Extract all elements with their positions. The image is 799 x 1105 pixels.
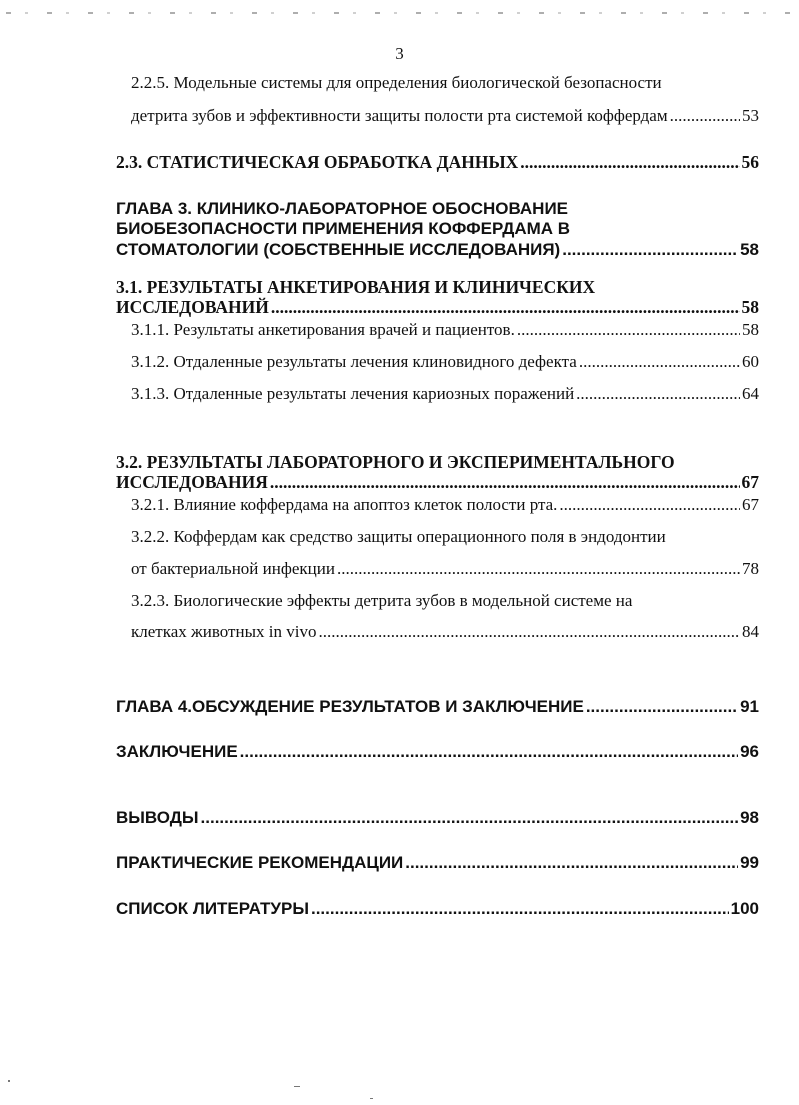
dot-leader (579, 352, 740, 372)
toc-entry-label: 2.3. СТАТИСТИЧЕСКАЯ ОБРАБОТКА ДАННЫХ (116, 152, 519, 172)
toc-entry-3-2-line1: 3.2. РЕЗУЛЬТАТЫ ЛАБОРАТОРНОГО И ЭКСПЕРИМЕНТАЛЬНОГО (116, 452, 675, 472)
dot-leader (311, 899, 729, 919)
page-number: 3 (395, 44, 404, 63)
dot-leader (670, 106, 740, 126)
dot-leader (576, 384, 740, 404)
toc-entry-3-2-line2: ИССЛЕДОВАНИЯ (116, 472, 268, 492)
dot-leader (337, 559, 740, 579)
page-ref: 58 (740, 240, 759, 259)
page-ref: 98 (740, 808, 759, 827)
page-ref: 60 (742, 352, 759, 371)
toc-entry-3-1-3[interactable] (131, 384, 759, 404)
toc-entry-3-2[interactable] (116, 472, 759, 493)
toc-references[interactable] (116, 899, 759, 919)
dot-leader (520, 152, 739, 173)
dot-leader (318, 622, 740, 642)
dot-leader (201, 808, 739, 828)
toc-entry-3-2-3-line1: 3.2.3. Биологические эффекты детрита зубов в модельной системе на (131, 591, 633, 610)
toc-chapter-3-line2: БИОБЕЗОПАСНОСТИ ПРИМЕНЕНИЯ КОФФЕРДАМА В (116, 219, 571, 238)
dot-leader (271, 297, 740, 318)
toc-entry-3-2-2-line1: 3.2.2. Коффердам как средство защиты операционного поля в эндодонтии (131, 527, 666, 546)
toc-entry-label: ЗАКЛЮЧЕНИЕ (116, 742, 238, 761)
toc-entry-2-3[interactable] (116, 152, 759, 173)
dot-leader (562, 240, 738, 260)
toc-entry-3-2-3-line2: клетках животных in vivo (131, 622, 317, 641)
dot-leader (517, 320, 740, 340)
toc-entry-3-1-line1: 3.1. РЕЗУЛЬТАТЫ АНКЕТИРОВАНИЯ И КЛИНИЧЕСКИХ (116, 277, 596, 297)
toc-entry-3-1-1[interactable] (131, 320, 759, 340)
toc-entry-label: ГЛАВА 4.ОБСУЖДЕНИЕ РЕЗУЛЬТАТОВ И ЗАКЛЮЧЕНИЕ (116, 697, 584, 716)
dot-leader (405, 853, 738, 873)
toc-recommendations[interactable] (116, 853, 759, 873)
toc-entry-3-2-2[interactable] (131, 559, 759, 579)
page-ref: 100 (730, 899, 759, 918)
scan-speck (294, 1086, 300, 1087)
page-ref: 58 (741, 297, 759, 317)
dot-leader (270, 472, 740, 493)
toc-entry-3-2-3[interactable] (131, 622, 759, 642)
toc-entry-3-1[interactable] (116, 297, 759, 318)
page-ref: 64 (742, 384, 759, 403)
toc-entry-label: 3.2.1. Влияние коффердама на апоптоз клеток полости рта. (131, 495, 558, 514)
toc-entry-label: 3.1.2. Отдаленные результаты лечения клиновидного дефекта (131, 352, 577, 371)
toc-entry-2-2-5-line2: детрита зубов и эффективности защиты полости рта системой коффердам (131, 106, 668, 125)
toc-entry-3-1-2[interactable] (131, 352, 759, 372)
toc-entry-3-2-1[interactable] (131, 495, 759, 515)
toc-entry-3-1-line2: ИССЛЕДОВАНИЙ (116, 297, 269, 317)
toc-chapter-3-line3: СТОМАТОЛОГИИ (СОБСТВЕННЫЕ ИССЛЕДОВАНИЯ) (116, 240, 561, 259)
dot-leader (240, 742, 738, 762)
toc-conclusion[interactable] (116, 742, 759, 762)
toc-entry-label: 3.1.3. Отдаленные результаты лечения кариозных поражений (131, 384, 575, 403)
scan-speck (370, 1098, 373, 1099)
toc-chapter-3[interactable] (116, 240, 759, 260)
toc-entry-2-2-5[interactable] (131, 106, 759, 126)
toc-chapter-4[interactable] (116, 697, 759, 717)
page-ref: 67 (742, 495, 759, 514)
page-ref: 56 (741, 152, 759, 172)
page-ref: 58 (742, 320, 759, 339)
toc-entry-label: ПРАКТИЧЕСКИЕ РЕКОМЕНДАЦИИ (116, 853, 404, 872)
dot-leader (586, 697, 738, 717)
toc-chapter-3-line1: ГЛАВА 3. КЛИНИКО-ЛАБОРАТОРНОЕ ОБОСНОВАНИЕ (116, 199, 569, 218)
toc-entry-label: ВЫВОДЫ (116, 808, 199, 827)
page-ref: 53 (742, 106, 759, 125)
toc-entry-3-2-2-line2: от бактериальной инфекции (131, 559, 335, 578)
toc-entry-2-2-5-line1: 2.2.5. Модельные системы для определения биологической безопасности (131, 73, 662, 92)
page-ref: 91 (740, 697, 759, 716)
toc-entry-label: 3.1.1. Результаты анкетирования врачей и пациентов. (131, 320, 515, 339)
page-ref: 96 (740, 742, 759, 761)
toc-entry-label: СПИСОК ЛИТЕРАТУРЫ (116, 899, 309, 918)
page-ref: 99 (740, 853, 759, 872)
page-ref: 67 (741, 472, 759, 492)
scan-speck (8, 1080, 10, 1082)
toc-findings[interactable] (116, 808, 759, 828)
page-ref: 84 (742, 622, 759, 641)
dot-leader (559, 495, 740, 515)
page-ref: 78 (742, 559, 759, 578)
